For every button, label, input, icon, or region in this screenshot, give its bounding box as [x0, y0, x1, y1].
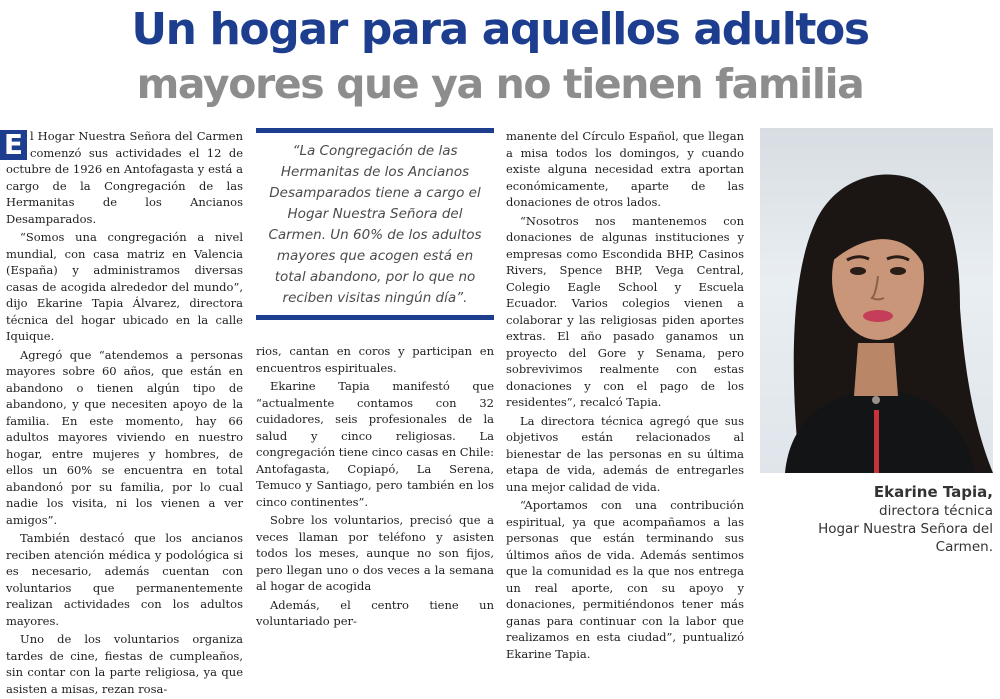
paragraph: “Aportamos con una contribución espiritual, ya que acompañamos a las personas que están terminando sus últimos años de vida. Además sentimos que la comunidad es la que nos entrega un real aporte, con su apoyo y donaciones, permitiéndonos tener más ganas para continuar con la labor que realizamos en esta ciudad”, puntualizó Ekarine Tapia. [506, 498, 744, 661]
paragraph: rios, cantan en coros y participan en encuentros espirituales. [256, 344, 494, 375]
pull-quote-text: “La Congregación de las Hermanitas de los Ancianos Desamparados tiene a cargo el Hogar Nuestra Señora del Carmen. Un 60% de los adultos mayores que acogen está en total abandono, por lo que no reciben visitas ningún día”. [268, 143, 482, 306]
portrait-photo [760, 128, 993, 473]
article-column-2 [256, 343, 494, 632]
photo-caption [760, 482, 993, 556]
paragraph: Ekarine Tapia manifestó que “actualmente contamos con 32 cuidadores, seis profesionales de la salud y cinco religiosas. La congregación tiene cinco casas en Chile: Antofagasta, Copiapó, La Serena, Temuco y Santiago, pero también en los cinco continentes”. [256, 379, 494, 509]
portrait-illustration [760, 128, 993, 473]
caption-name: Ekarine Tapia, [873, 483, 993, 501]
article-column-1 [3, 128, 243, 699]
pull-quote [256, 128, 494, 328]
paragraph: Sobre los voluntarios, precisó que a veces llaman por teléfono y asisten todos los meses, aunque no son fijos, pero llegan uno o dos veces a la semana al hogar de acogida [256, 513, 494, 593]
drop-cap: E [0, 130, 27, 160]
paragraph: l Hogar Nuestra Señora del Carmen comenzó sus actividades el 12 de octubre de 1926 en Antofagasta y está a cargo de la Congregación de las Hermanitas de los Ancianos Desamparados. [6, 129, 243, 226]
paragraph: Además, el centro tiene un voluntariado per- [256, 597, 494, 628]
caption-organization: Hogar Nuestra Señora del Carmen. [818, 521, 993, 555]
paragraph: manente del Círculo Español, que llegan a misa todos los domingos, y cuando existe alguna necesidad extra aportan económicamente, aparte de las donaciones de otros lados. [506, 129, 744, 209]
paragraph: “Nosotros nos mantenemos con donaciones de algunas instituciones y empresas como Escondida BHP, Casinos Rivers, Spence BHP, Vega Central, Colegio Eagle School y Escuela Ecuador. Varios colegios vienen a colaborar y las religiosas piden aportes extras. El año pasado ganamos un proyecto del Gore y Senama, pero sobrevivimos realmente con estas donaciones y con el pago de los residentes”, recalcó Tapia. [506, 213, 744, 409]
headline-line-2: mayores que ya no tienen familia [136, 60, 864, 108]
pull-quote-bottom-rule [256, 315, 494, 320]
article-column-3 [506, 128, 744, 664]
headline-line-1: Un hogar para aquellos adultos [131, 4, 869, 55]
paragraph: La directora técnica agregó que sus objetivos están relacionados al bienestar de las personas en su última etapa de vida, además de entregarles una mejor calidad de vida. [506, 413, 744, 494]
paragraph: Uno de los voluntarios organiza tardes de cine, fiestas de cumpleaños, sin contar con la parte religiosa, ya que asisten a misas, rezan rosa- [6, 632, 243, 696]
paragraph: Agregó que “atendemos a personas mayores sobre 60 años, que están en abandono o tienen algún tipo de abandono, y que necesiten apoyo de la familia. En este momento, hay 66 adultos mayores viviendo en nuestro hogar, entre mujeres y hombres, de ellos un 60% se encuentra en total abandonó por su familia, por lo cual nadie los visita, ni los vienen a ver amigos”. [6, 347, 243, 527]
paragraph: “Somos una congregación a nivel mundial, con casa matriz en Valencia (España) y administramos diversas casas de acogida alrededor del mundo”, dijo Ekarine Tapia Álvarez, directora técnica del hogar ubicado en la calle Iquique. [6, 230, 243, 343]
caption-role: directora técnica [879, 503, 993, 519]
paragraph: También destacó que los ancianos reciben atención médica y podológica si es necesario, además cuentan con voluntarios que permanentemente realizan actividades con los adultos mayores. [6, 531, 243, 628]
